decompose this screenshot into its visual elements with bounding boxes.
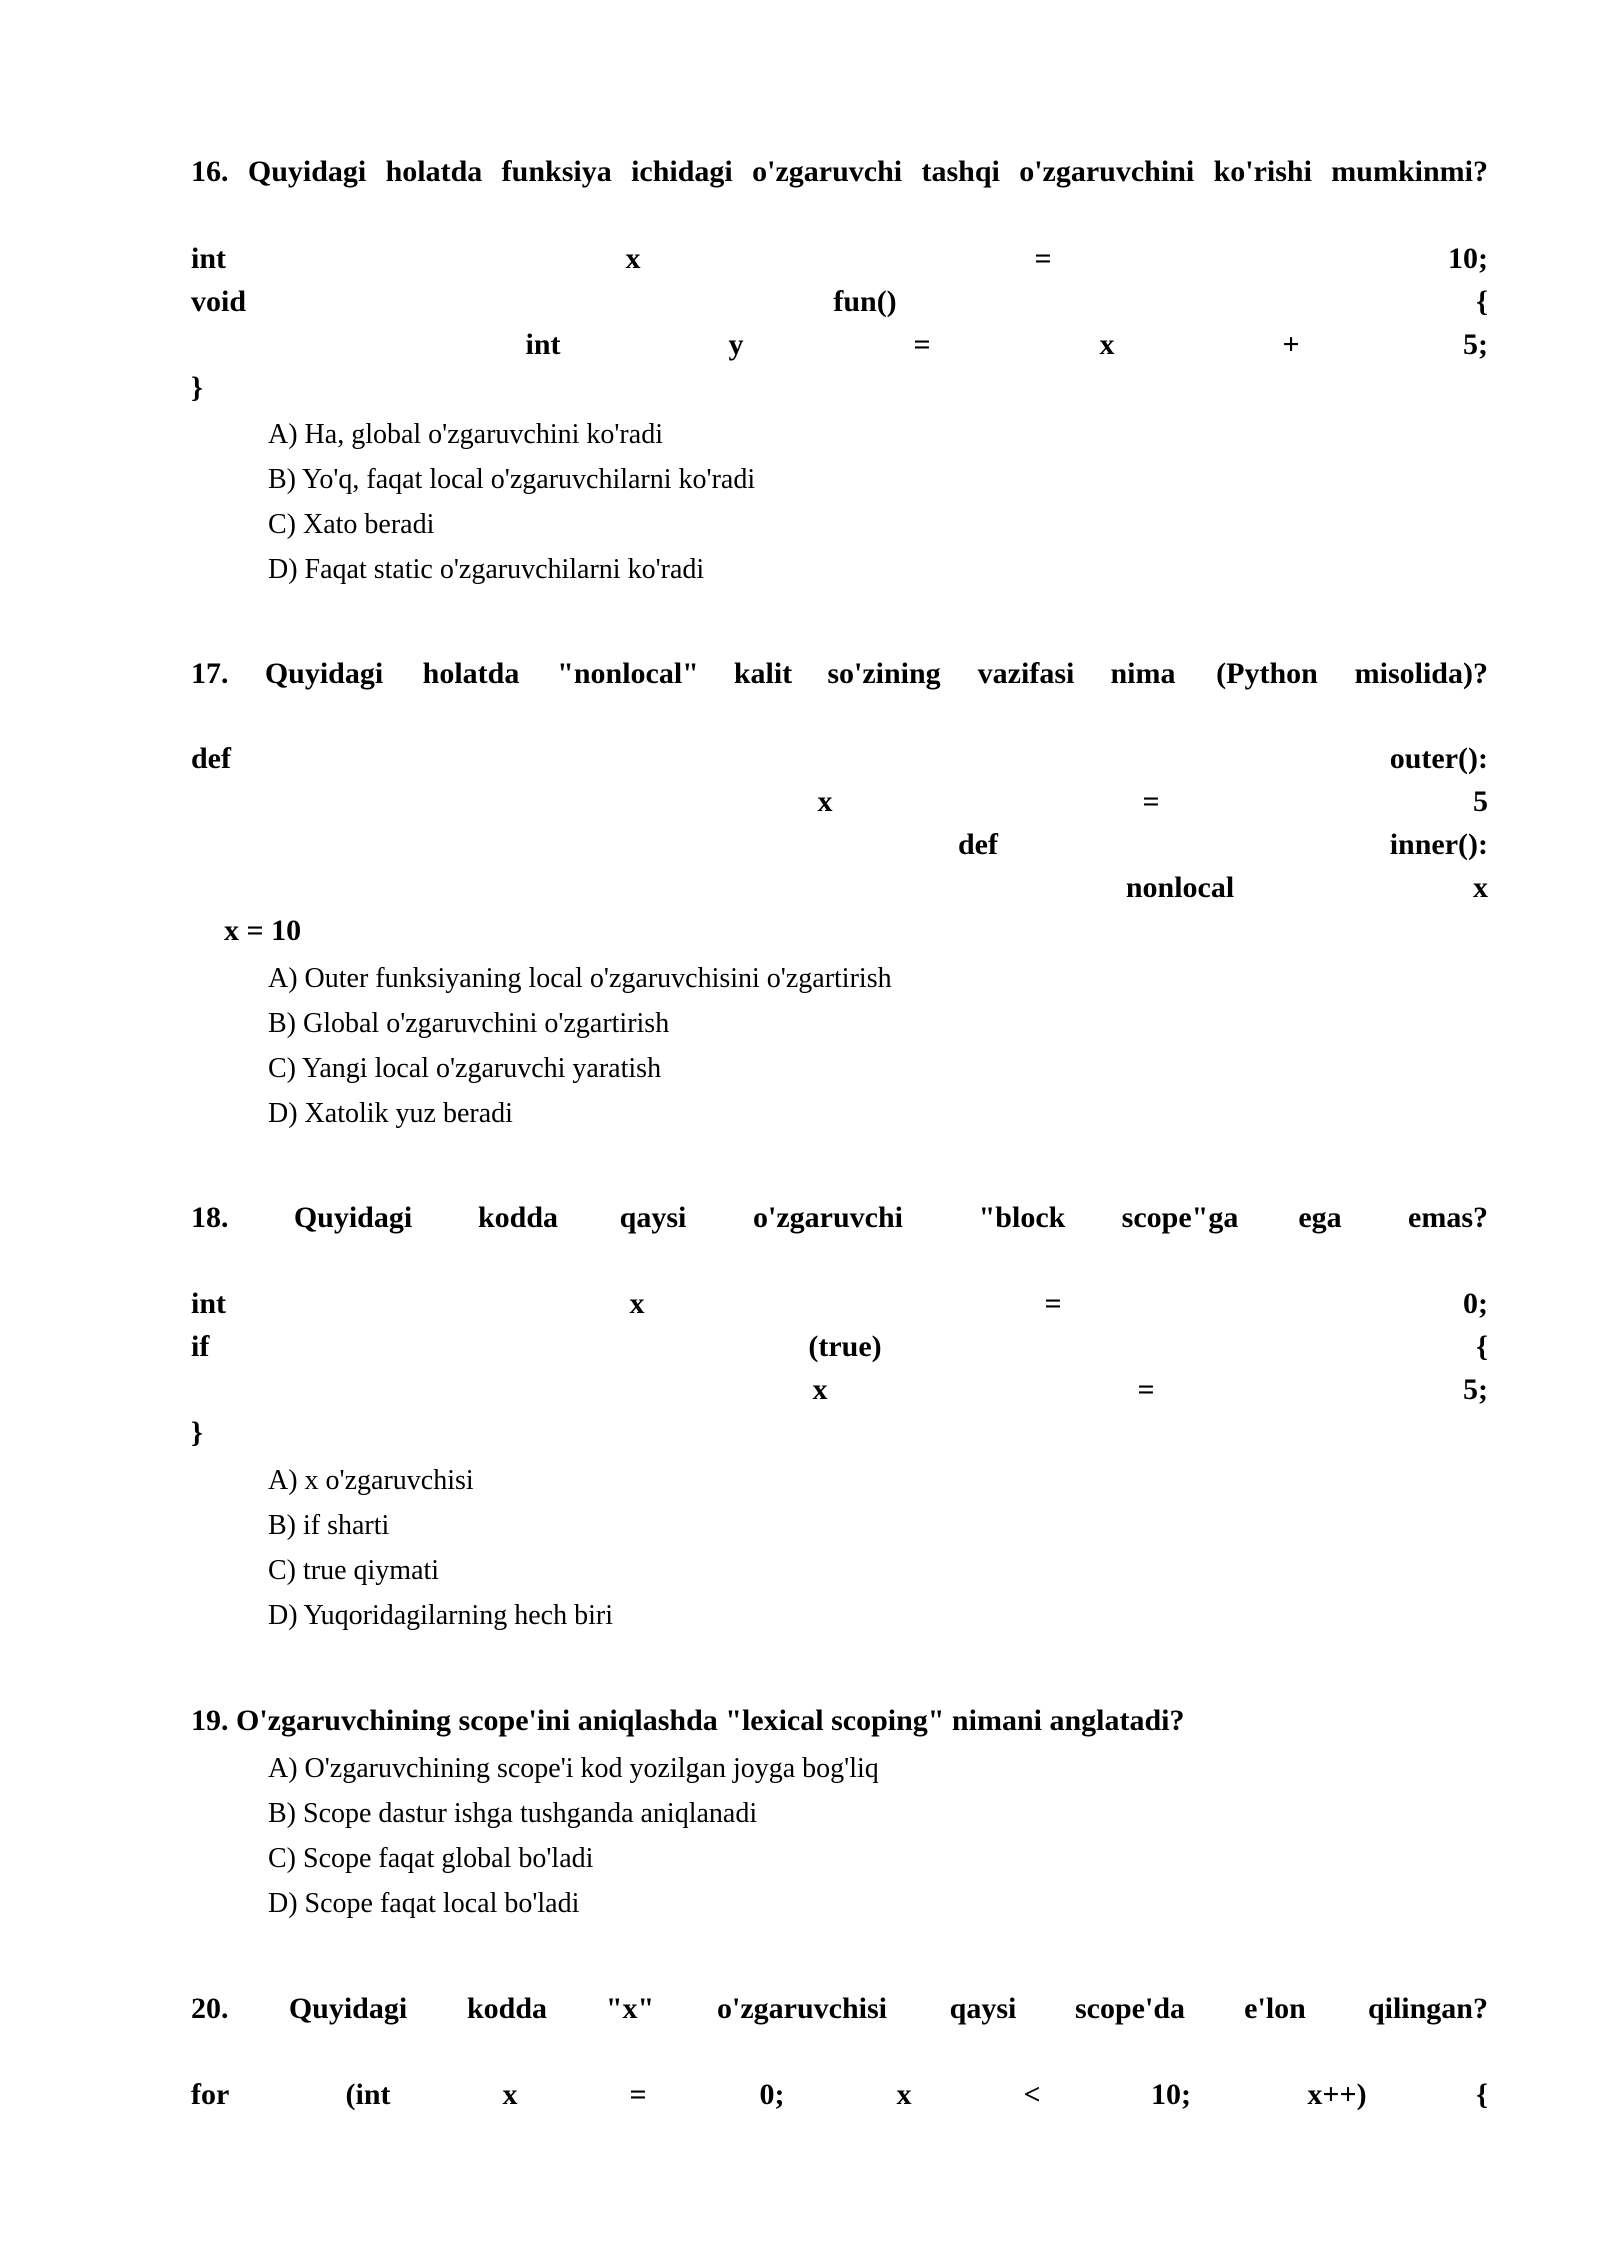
- code-token: y: [728, 328, 744, 361]
- code-token: int: [191, 242, 227, 275]
- option-a: A) Outer funksiyaning local o'zgaruvchisini o'zgartirish: [268, 963, 892, 994]
- title-word: "x": [605, 1992, 655, 2025]
- option-a: A) x o'zgaruvchisi: [268, 1465, 474, 1496]
- code-token: {: [1476, 2078, 1488, 2111]
- code-token: +: [1282, 328, 1300, 361]
- title-word: emas?: [1408, 1201, 1488, 1234]
- question-19-title: 19. O'zgaruvchining scope'ini aniqlashda "lexical scoping" nimani anglatadi?: [191, 1704, 1185, 1737]
- code-token: x: [1099, 328, 1115, 361]
- code-line: [191, 1375, 1488, 1409]
- code-token: void: [191, 285, 247, 318]
- code-token: =: [913, 328, 931, 361]
- code-token: for: [191, 2078, 230, 2111]
- code-token: =: [1137, 1373, 1155, 1406]
- option-b: B) Scope dastur ishga tushganda aniqlanadi: [268, 1798, 758, 1829]
- code-token: int: [525, 328, 561, 361]
- code-token: {: [1476, 1330, 1488, 1363]
- code-token: def: [958, 828, 998, 861]
- title-word: scope'da: [1074, 1992, 1186, 2025]
- title-word: holatda: [422, 657, 520, 690]
- code-token: 5: [1473, 785, 1488, 818]
- code-token: fun(): [833, 285, 897, 318]
- code-token: 5;: [1463, 1373, 1488, 1406]
- code-token: x++): [1307, 2078, 1367, 2111]
- code-token: x: [812, 1373, 828, 1406]
- question-17-title: [191, 659, 1488, 693]
- code-token: 0;: [759, 2078, 785, 2111]
- code-token: x: [896, 2078, 912, 2111]
- title-word: Quyidagi: [288, 1992, 408, 2025]
- code-token: outer():: [1389, 742, 1488, 775]
- option-c: C) Yangi local o'zgaruvchi yaratish: [268, 1053, 662, 1084]
- option-c: C) Scope faqat global bo'ladi: [268, 1843, 594, 1874]
- code-token: if: [191, 1330, 210, 1363]
- title-word: vazifasi: [977, 657, 1075, 690]
- code-token: x: [1473, 871, 1488, 904]
- title-word: kodda: [466, 1992, 548, 2025]
- title-word: kodda: [477, 1201, 559, 1234]
- code-token: x: [629, 1287, 645, 1320]
- code-token: 5;: [1463, 328, 1488, 361]
- title-word: qilingan?: [1367, 1992, 1488, 2025]
- title-word: ega: [1298, 1201, 1342, 1234]
- option-d: D) Yuqoridagilarning hech biri: [268, 1600, 613, 1631]
- title-word: "nonlocal": [557, 657, 699, 690]
- option-d: D) Xatolik yuz beradi: [268, 1098, 513, 1129]
- code-token: 10;: [1151, 2078, 1191, 2111]
- title-word: nima: [1110, 657, 1176, 690]
- code-token: x: [817, 785, 833, 818]
- code-line: [191, 830, 1488, 864]
- code-line: [191, 330, 1488, 364]
- option-d: D) Scope faqat local bo'ladi: [268, 1888, 580, 1919]
- title-word: 17.: [191, 657, 229, 690]
- code-line: [191, 916, 1488, 950]
- code-token: 10;: [1448, 242, 1488, 275]
- code-line: [191, 1289, 1488, 1323]
- code-line: [191, 373, 1488, 407]
- code-line: [191, 873, 1488, 907]
- code-line: [191, 1418, 1488, 1452]
- option-b: B) Yo'q, faqat local o'zgaruvchilarni ko'radi: [268, 464, 756, 495]
- code-token: }: [191, 371, 203, 404]
- question-16-title: 16. Quyidagi holatda funksiya ichidagi o'zgaruvchi tashqi o'zgaruvchini ko'rishi mumkinmi?: [191, 155, 1488, 188]
- option-a: A) O'zgaruvchining scope'i kod yozilgan joyga bog'liq: [268, 1753, 879, 1784]
- code-token: =: [629, 2078, 647, 2111]
- title-word: kalit: [733, 657, 793, 690]
- title-word: Quyidagi: [293, 1201, 413, 1234]
- code-token: =: [1142, 785, 1160, 818]
- title-word: e'lon: [1244, 1992, 1306, 2025]
- question-18-title: [191, 1203, 1488, 1237]
- question-20-title: [191, 1994, 1488, 2028]
- title-word: qaysi: [619, 1201, 687, 1234]
- code-token: inner():: [1389, 828, 1488, 861]
- option-c: C) true qiymati: [268, 1555, 440, 1586]
- code-token: nonlocal: [1125, 871, 1235, 904]
- code-line: [191, 2080, 1488, 2114]
- title-word: "block: [978, 1201, 1066, 1234]
- code-line: [191, 244, 1488, 278]
- code-token: }: [191, 1416, 203, 1449]
- code-token: =: [1034, 242, 1052, 275]
- code-line: [191, 744, 1488, 778]
- option-b: B) if sharti: [268, 1510, 390, 1541]
- title-word: qaysi: [949, 1992, 1017, 2025]
- title-word: o'zgaruvchisi: [717, 1992, 887, 2025]
- title-word: so'zining: [827, 657, 941, 690]
- code-line: [191, 287, 1488, 321]
- code-line: [191, 1332, 1488, 1366]
- code-token: x: [625, 242, 641, 275]
- code-line: [191, 787, 1488, 821]
- code-token: x = 10: [224, 914, 302, 947]
- option-a: A) Ha, global o'zgaruvchini ko'radi: [268, 419, 663, 450]
- code-token: <: [1023, 2078, 1041, 2111]
- title-word: scope"ga: [1121, 1201, 1239, 1234]
- title-word: 20.: [191, 1992, 229, 2025]
- option-c: C) Xato beradi: [268, 509, 435, 540]
- title-word: (Python: [1216, 657, 1318, 690]
- option-d: D) Faqat static o'zgaruvchilarni ko'radi: [268, 554, 705, 585]
- title-word: misolida)?: [1354, 657, 1488, 690]
- code-token: =: [1044, 1287, 1062, 1320]
- title-word: 18.: [191, 1201, 229, 1234]
- code-token: def: [191, 742, 231, 775]
- code-token: (int: [345, 2078, 391, 2111]
- code-token: x: [502, 2078, 518, 2111]
- code-token: (true): [808, 1330, 882, 1363]
- title-word: o'zgaruvchi: [753, 1201, 903, 1234]
- code-token: int: [191, 1287, 227, 1320]
- code-token: {: [1476, 285, 1488, 318]
- title-word: Quyidagi: [264, 657, 384, 690]
- option-b: B) Global o'zgaruvchini o'zgartirish: [268, 1008, 670, 1039]
- code-token: 0;: [1463, 1287, 1488, 1320]
